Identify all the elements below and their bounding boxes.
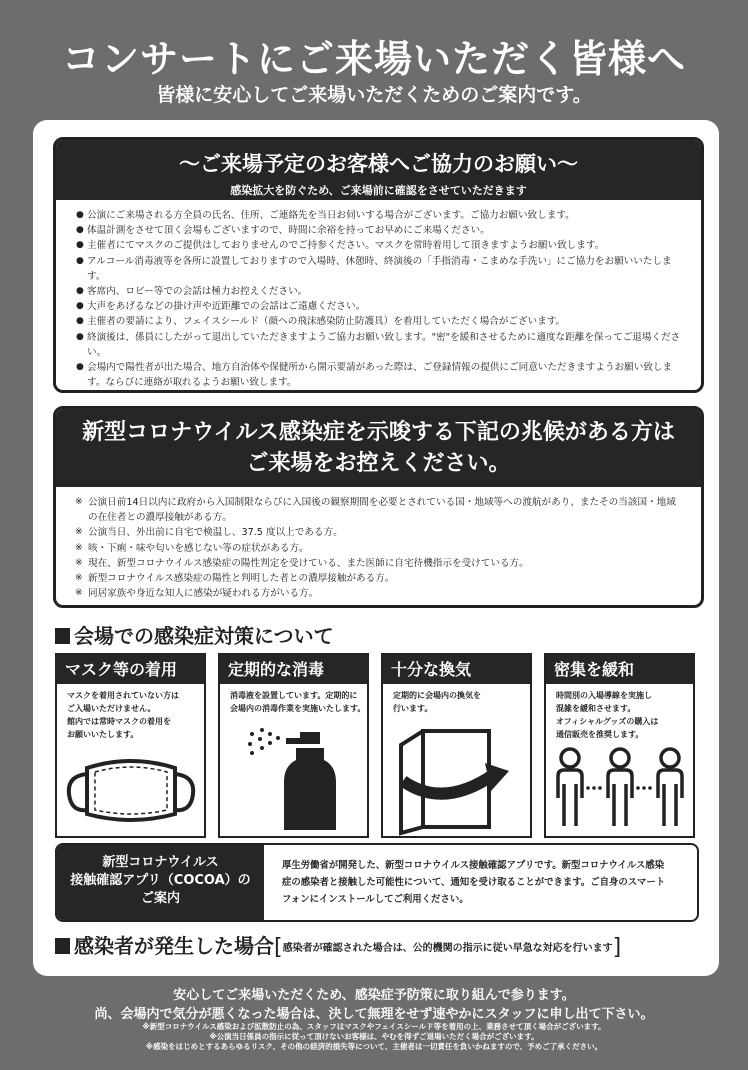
- cocoa-description: [282, 857, 687, 908]
- bracket-close-icon: ]: [612, 935, 622, 960]
- symptom-item: ※ 咳・下痢・味や匂いを感じない等の症状がある方。: [76, 541, 685, 556]
- measures-title-text: 会場での感染症対策について: [74, 624, 334, 648]
- mask-icon: [57, 746, 204, 836]
- cocoa-label: [57, 845, 264, 920]
- cocoa-label-line: 接触確認アプリ（COCOA）の: [70, 873, 251, 888]
- footer-note2: ※公演当日係員の指示に従って頂けないお客様は、やむを得ずご退場いただく場合がございます。: [209, 1032, 539, 1041]
- request-box: [53, 137, 704, 393]
- symptom-item: ※ 新型コロナウイルス感染症の陽性と判明した者との濃厚接触がある方。: [76, 571, 685, 586]
- symptom-box-header: [56, 409, 701, 487]
- card-title: 密集を緩和: [546, 655, 693, 684]
- request-item: ● 会場内で陽性者が出た場合、地方自治体や保健所から開示要請があった際は、ご登録情報の提供にご同意いただきますようお願い致します。ならびに連絡が取れるようお願い致します。: [76, 360, 685, 390]
- page-title: コンサートにご来場いただく皆様へ: [61, 37, 686, 81]
- card-text-line: 定期的に会場内の換気を: [393, 691, 481, 700]
- symptom-heading-line2: ご来場をお控えください。: [246, 451, 511, 476]
- card-text-line: 消毒液を設置しています。定期的に: [230, 691, 358, 700]
- request-box-header: [56, 140, 701, 200]
- card-text-line: オフィシャルグッズの購入は: [556, 717, 659, 726]
- symptom-list: [56, 487, 701, 601]
- card-ventilation: [381, 653, 532, 838]
- footer-line2: 尚、会場内で気分が悪くなった場合は、決して無理をせず速やかにスタッフに申し出て下さい。: [94, 1007, 654, 1022]
- symptom-item: ※ 現在、新型コロナウイルス感染症の陽性判定を受けている、また医師に自宅待機指示を受けている方。: [76, 556, 685, 571]
- request-item: ● アルコール消毒液等を各所に設置しておりますので入場時、休憩時、終演後の「手指消毒・こまめな手洗い」にご協力をお願いいたします。: [76, 254, 685, 284]
- card-title: マスク等の着用: [57, 655, 204, 684]
- footer-note1: ※新型コロナウイルス感染および拡散防止の為、スタッフはマスクやフェイスシールド等を着用の上、業務させて頂く場合がございます。: [142, 1022, 606, 1031]
- spray-bottle-icon: [220, 726, 367, 836]
- cocoa-label-line: ご案内: [140, 891, 180, 906]
- symptom-heading-line1: 新型コロナウイルス感染症を示唆する下記の兆候がある方は: [82, 420, 675, 445]
- infected-title: [55, 934, 274, 958]
- card-disinfection: [218, 653, 369, 838]
- request-item: ● 主催者の要請により、フェイスシールド（顔への飛沫感染防止防護具）を着用していただく場合がございます。: [76, 314, 685, 329]
- card-text: [546, 684, 693, 741]
- request-item: ● 主催者にてマスクのご提供はしておりませんのでご持参ください。マスクを常時着用して頂きますようお願い致します。: [76, 238, 685, 253]
- footer-line1: 安心してご来場いただくため、感染症予防策に取り組んで参ります。: [173, 988, 575, 1003]
- request-item: ● 客席内、ロビー等での会話は極力お控えください。: [76, 284, 685, 299]
- bracket-open-icon: [: [274, 935, 283, 960]
- main-panel: [33, 120, 719, 976]
- social-distance-icon: [546, 736, 693, 836]
- card-title: 十分な換気: [383, 655, 530, 684]
- card-text-line: マスクを着用されていない方は: [67, 691, 179, 700]
- request-item: ● 終演後は、係員にしたがって退出していただきますようご協力お願い致します。"密"を緩和させるために適度な距離を保ってご退場ください。: [76, 330, 685, 360]
- request-item: ● 大声をあげるなどの掛け声や近距離での会話はご遠慮ください。: [76, 299, 685, 314]
- infected-note: 感染者が確認された場合は、公的機関の指示に従い早急な対応を行います: [282, 943, 613, 954]
- infected-title-text: 感染者が発生した場合: [74, 934, 274, 958]
- measures-cards: [55, 653, 697, 836]
- card-text-line: ご入場いただけません。: [67, 704, 156, 713]
- symptom-item: ※ 公演当日、外出前に自宅で検温し、37.5 度以上である方。: [76, 525, 685, 540]
- request-subheading: 感染拡大を防ぐため、ご来場前に確認をさせていただきます: [230, 184, 527, 197]
- cocoa-text-line: フォンにインストールしてご利用ください。: [282, 894, 469, 905]
- request-item: ● 体温計測をさせて頂く会場もございますので、時間に余裕を持ってお早めにご来場ください。: [76, 223, 685, 238]
- cocoa-label-line: 新型コロナウイルス: [102, 855, 219, 870]
- symptom-box: [53, 406, 704, 608]
- card-text-line: 館内では常時マスクの着用を: [67, 717, 171, 726]
- cocoa-text-line: 厚生労働省が開発した、新型コロナウイルス接触確認アプリです。新型コロナウイルス感染: [282, 860, 665, 871]
- request-list: [56, 200, 701, 390]
- square-bullet-icon: [55, 628, 70, 644]
- card-text-line: 通信販売を推奨します。: [556, 730, 644, 739]
- symptom-item: ※ 同居家族や身近な知人に感染が疑われる方がいる方。: [76, 586, 685, 601]
- page-subtitle: 皆様に安心してご来場いただくためのご案内です。: [156, 84, 592, 106]
- ventilation-window-icon: [383, 721, 530, 836]
- card-text: [57, 684, 204, 741]
- card-mask: [55, 653, 206, 838]
- symptom-item: ※ 公演日前14日以内に政府から入国制限ならびに入国後の観察期間を必要とされている国・地域等への渡航があり、またその当該国・地域の在住者との濃厚接触がある方。: [76, 495, 685, 525]
- card-title: 定期的な消毒: [220, 655, 367, 684]
- card-text: [383, 684, 530, 715]
- footer-note3: ※感染をはじめとするあらゆるリスク、その他の経済的損失等について、主催者は一切責任を負いかねますので、予めご了承ください。: [145, 1042, 603, 1051]
- card-text: [220, 684, 367, 715]
- card-text-line: 行います。: [393, 704, 433, 713]
- card-text-line: 時間別の入場導線を実施し: [556, 691, 652, 700]
- cocoa-text-line: 症の感染者と接触した可能性について、通知を受け取ることができます。ご自身のスマート: [282, 877, 666, 888]
- card-text-line: お願いいたします。: [67, 730, 139, 739]
- cocoa-box: [55, 843, 699, 922]
- request-heading: 〜ご来場予定のお客様へご協力のお願い〜: [179, 152, 578, 176]
- card-text-line: 会場内の消毒作業を実施いたします。: [230, 704, 366, 713]
- request-item: ● 公演にご来場される方全員の氏名、住所、ご連絡先を当日お伺いする場合がございます。ご協力お願い致します。: [76, 208, 685, 223]
- card-text-line: 混雑を緩和させます。: [556, 704, 636, 713]
- measures-section-title: [55, 620, 334, 649]
- square-bullet-icon: [55, 938, 70, 954]
- card-density: [544, 653, 695, 838]
- infected-section: [55, 930, 705, 960]
